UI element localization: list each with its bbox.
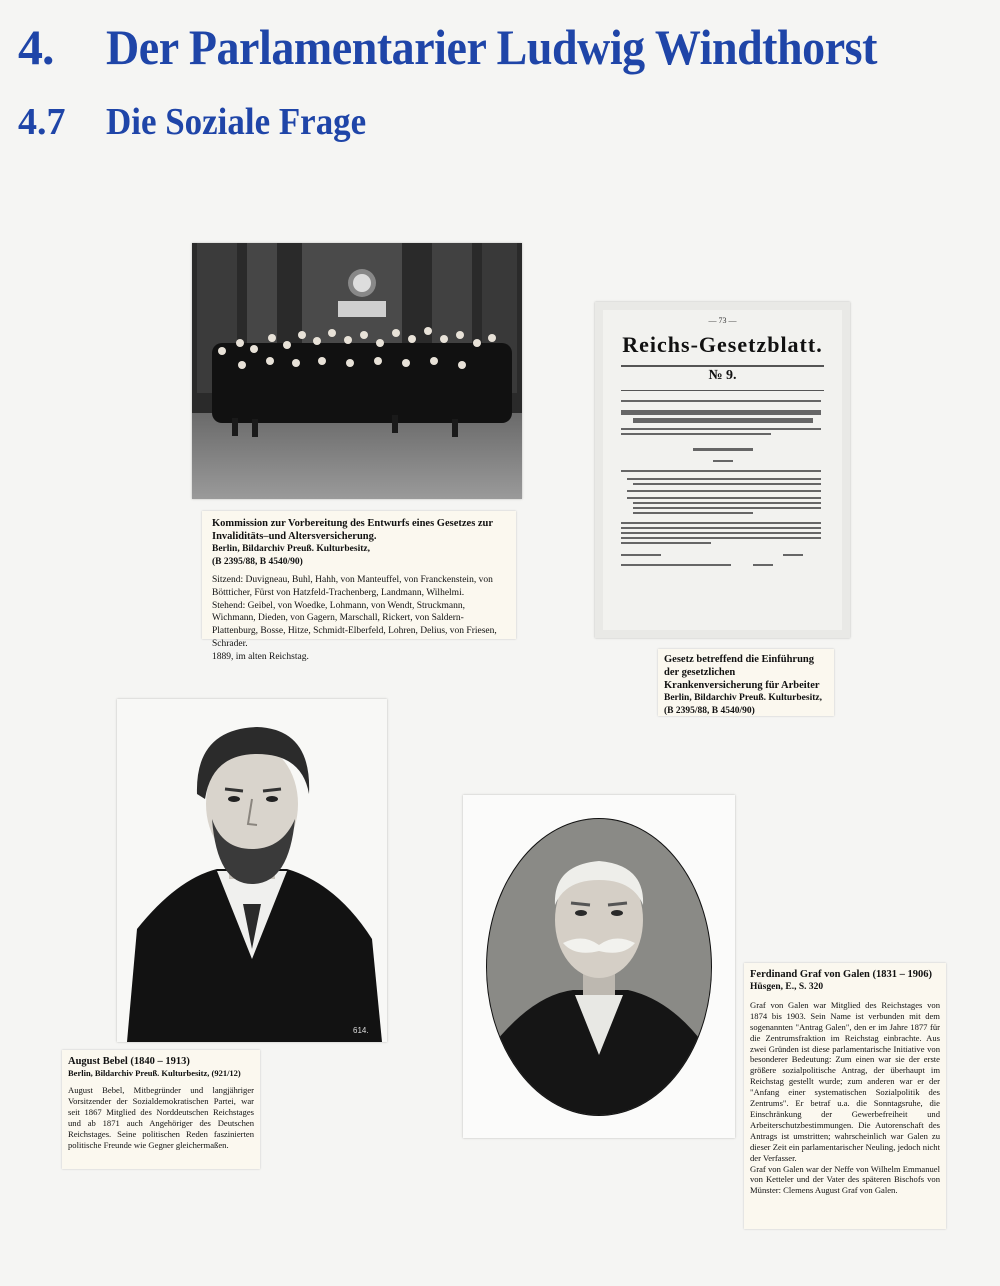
gazette-page-number: — 73 —: [708, 316, 737, 325]
bebel-portrait-image: [117, 699, 387, 1042]
bebel-caption-title: August Bebel (1840 – 1913): [68, 1056, 190, 1067]
gazette-masthead: Reichs-Gesetzblatt.: [622, 332, 823, 357]
galen-caption-text: Graf von Galen war Mitglied des Reichstages von 1874 bis 1903. Sein Name ist verbunden mit dem sogenannten "Antrag Galen", den er im Jahre 1877 für die Zentrumsfraktion im Reichstag einbrachte. Aus zwei Gründen ist diese parlamentarische Initiative von besonderer Bedeutung: Zum einen war sie der erste größere sozialpolitische Antrag, der überhaupt im Reichstag gestellt wurde; zum anderen war er der "Anfang einer systematischen Sozialpolitik des Zentrums". Er betraf u.a. die Sonntagsruhe, die Einschränkung der Gewerbefreiheit und Arbeiterschutzbestimmungen. Die Autorenschaft des Antrags ist umstritten; wahrscheinlich war Galen zu dieser Zeit ein parlamentarischer Neuling, jedoch nicht der Verfasser.: [750, 999, 940, 1163]
galen-caption-source: Hüsgen, E., S. 320: [750, 982, 824, 993]
commission-group-photo: [192, 243, 522, 499]
commission-caption-seated: Sitzend: Duvigneau, Buhl, Hahh, von Manteuffel, von Franckenstein, von Böttticher, Fürst von Hatzfeld-Trachenberg, Landmann, Wilhelmi.: [212, 574, 493, 598]
section-number: 4.7: [18, 101, 66, 143]
group-photo-image: [192, 243, 522, 499]
bebel-caption-text: August Bebel, Mitbegründer und langjähriger Vorsitzender der Sozialdemokratischen Partei, war seit 1867 Mitglied des Norddeutschen Reichstages und ab 1871 auch Angehöriger des Deutschen Reichstages. Seine politischen Reden faszinierten politische Freunde wie Gegner gleichermaßen.: [68, 1084, 254, 1151]
commission-caption-title: Kommission zur Vorbereitung des Entwurfs eines Gesetzes zur Invaliditäts–und Altersversicherung.: [212, 518, 493, 543]
gazette-document: [595, 302, 850, 638]
gazette-issue: № 9.: [708, 368, 737, 383]
galen-caption-text-2: Graf von Galen war der Neffe von Wilhelm Emmanuel von Ketteler und der Vater des späteren Bischofs von Münster: Clemens August Graf von Galen.: [750, 1163, 940, 1196]
galen-portrait-image: [463, 795, 735, 1138]
commission-caption-ref: (B 2395/88, B 4540/90): [212, 557, 303, 568]
commission-caption: [202, 511, 516, 662]
section-title: Die Soziale Frage: [106, 101, 367, 143]
gazette-caption-ref: (B 2395/88, B 4540/90): [664, 706, 755, 717]
gazette-page: [603, 310, 842, 630]
gazette-text-block: [603, 396, 842, 626]
gazette-caption-source: Berlin, Bildarchiv Preuß. Kulturbesitz,: [664, 693, 822, 704]
bebel-caption-source: Berlin, Bildarchiv Preuß. Kulturbesitz, (921/12): [68, 1068, 241, 1079]
bebel-photo-number: 614.: [353, 1026, 369, 1035]
gazette-caption-title: Gesetz betreffend die Einführung der gesetzlichen Krankenversicherung für Arbeiter: [664, 654, 820, 692]
commission-caption-source: Berlin, Bildarchiv Preuß. Kulturbesitz,: [212, 544, 370, 555]
bebel-caption: [62, 1050, 260, 1169]
gazette-caption: [658, 649, 834, 716]
chapter-number: 4.: [18, 19, 54, 75]
chapter-title: Der Parlamentarier Ludwig Windthorst: [106, 19, 877, 75]
galen-portrait: [463, 795, 735, 1138]
commission-caption-date: 1889, im alten Reichstag.: [212, 651, 309, 662]
commission-caption-standing: Stehend: Geibel, von Woedke, Lohmann, von Wendt, Struckmann, Wichmann, Dieden, von Gagern, Marschall, Rickert, von Saldern-Plattenburg, Bosse, Hitze, Schmidt-Elberfeld, Lohren, Delius, von Friesen, Schrader.: [212, 600, 497, 649]
galen-caption: [744, 963, 946, 1229]
bebel-portrait: [117, 699, 387, 1042]
galen-caption-title: Ferdinand Graf von Galen (1831 – 1906): [750, 969, 933, 980]
